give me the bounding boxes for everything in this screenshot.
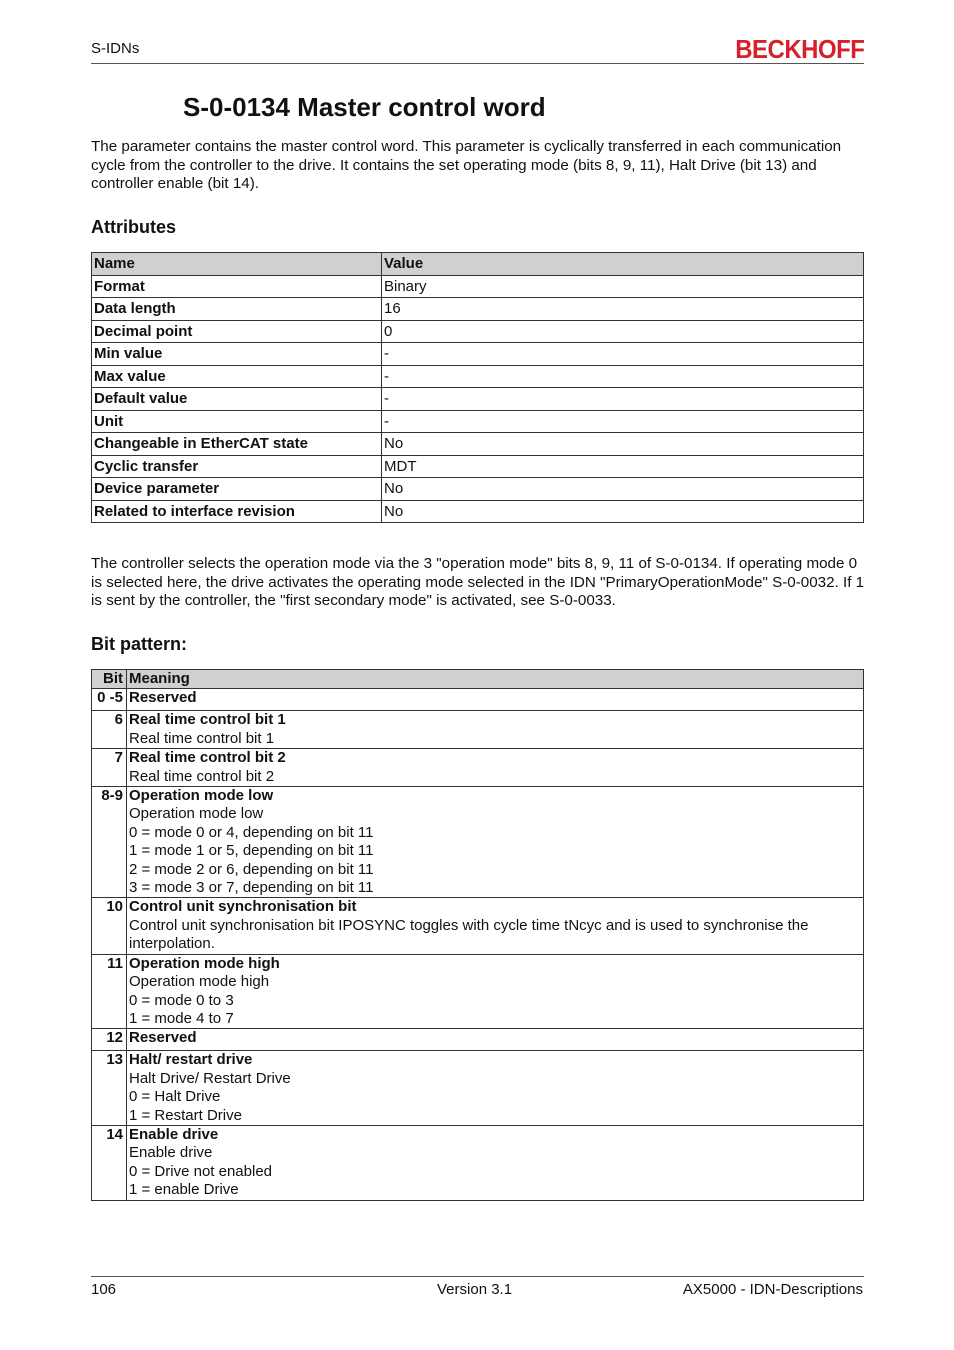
bit-meaning-line: Operation mode high: [129, 973, 270, 991]
attributes-table: [91, 252, 864, 523]
attribute-name: Unit: [92, 410, 382, 433]
operation-mode-paragraph: The controller selects the operation mode via the 3 "operation mode" bits 8, 9, 11 of S-0-0134. If operating mode 0 is selected here, the drive activates the operating mode selected in the IDN "PrimaryOperationMode" S-0-0032. If 1 is sent by the controller, the "first secondary mode" is activated, see S-0-0033.: [91, 555, 865, 609]
column-header-name: Name: [92, 253, 382, 276]
attribute-value: No: [382, 433, 864, 456]
bit-number: 10: [92, 898, 127, 954]
table-row: [92, 275, 864, 298]
bit-meaning-line: Real time control bit 1: [129, 729, 275, 747]
header-divider: [91, 63, 864, 64]
attribute-name: Decimal point: [92, 320, 382, 343]
table-row: [92, 711, 864, 749]
bit-meaning-line: 1 = Restart Drive: [129, 1106, 242, 1124]
attribute-name: Related to interface revision: [92, 500, 382, 523]
table-row: [92, 433, 864, 456]
attribute-name: Cyclic transfer: [92, 455, 382, 478]
attribute-value: -: [382, 365, 864, 388]
bit-meaning: [127, 898, 864, 954]
table-row: [92, 689, 864, 711]
bit-meaning-title: Reserved: [129, 689, 197, 707]
bit-number: 6: [92, 711, 127, 749]
table-row: [92, 500, 864, 523]
attribute-name: Data length: [92, 298, 382, 321]
bit-meaning-line: 0 = Drive not enabled: [129, 1162, 273, 1180]
bit-meaning-title: Real time control bit 1: [129, 711, 286, 729]
bit-meaning: [127, 689, 864, 711]
bit-meaning-line: Operation mode low: [129, 805, 264, 823]
bit-meaning: [127, 954, 864, 1029]
attribute-name: Max value: [92, 365, 382, 388]
table-row: [92, 1029, 864, 1051]
table-row: [92, 1125, 864, 1200]
attribute-value: No: [382, 500, 864, 523]
attribute-value: -: [382, 410, 864, 433]
bit-meaning-line: 0 = mode 0 to 3: [129, 991, 234, 1009]
attribute-value: No: [382, 478, 864, 501]
bit-number: 14: [92, 1125, 127, 1200]
table-row: [92, 343, 864, 366]
table-row: [92, 478, 864, 501]
bit-meaning-line: 1 = mode 4 to 7: [129, 1009, 234, 1027]
bit-meaning-title: Real time control bit 2: [129, 749, 286, 767]
table-row: [92, 455, 864, 478]
bit-meaning-line: Enable drive: [129, 1144, 213, 1162]
footer-document-title: AX5000 - IDN-Descriptions: [682, 1281, 863, 1298]
bit-meaning-line: 2 = mode 2 or 6, depending on bit 11: [129, 860, 374, 878]
attribute-value: 0: [382, 320, 864, 343]
table-row: [92, 787, 864, 898]
table-row: [92, 898, 864, 954]
table-row: [92, 954, 864, 1029]
bit-number: 8-9: [92, 787, 127, 898]
column-header-bit: Bit: [92, 670, 127, 689]
bit-meaning-line: 0 = Halt Drive: [129, 1088, 221, 1106]
header-section-label: S-IDNs: [91, 40, 140, 57]
beckhoff-logo: BECKHOFF: [734, 34, 864, 64]
bit-meaning-title: Control unit synchronisation bit: [129, 898, 357, 916]
page-title: S-0-0134 Master control word: [183, 92, 546, 122]
bit-meaning: [127, 1125, 864, 1200]
bit-meaning-line: 3 = mode 3 or 7, depending on bit 11: [129, 879, 374, 897]
bit-pattern-header-row: [92, 670, 864, 689]
footer-version: Version 3.1: [437, 1281, 513, 1298]
footer-divider: [91, 1276, 864, 1277]
attributes-header-row: [92, 253, 864, 276]
attribute-value: -: [382, 388, 864, 411]
bit-meaning-line: 1 = enable Drive: [129, 1181, 239, 1199]
bit-meaning-line: Real time control bit 2: [129, 767, 275, 785]
attribute-name: Device parameter: [92, 478, 382, 501]
bit-number: 12: [92, 1029, 127, 1051]
attribute-value: MDT: [382, 455, 864, 478]
bit-meaning: [127, 1029, 864, 1051]
bit-number: 0 -5: [92, 689, 127, 711]
bit-meaning-title: Reserved: [129, 1029, 197, 1047]
table-row: [92, 749, 864, 787]
bit-meaning: [127, 749, 864, 787]
bit-meaning-title: Operation mode high: [129, 954, 280, 972]
bit-meaning-line: 1 = mode 1 or 5, depending on bit 11: [129, 842, 374, 860]
attribute-name: Min value: [92, 343, 382, 366]
attribute-name: Default value: [92, 388, 382, 411]
bit-number: 7: [92, 749, 127, 787]
attribute-value: 16: [382, 298, 864, 321]
column-header-meaning: Meaning: [127, 670, 864, 689]
attribute-name: Format: [92, 275, 382, 298]
bit-meaning: [127, 1051, 864, 1126]
table-row: [92, 1051, 864, 1126]
attribute-name: Changeable in EtherCAT state: [92, 433, 382, 456]
footer-page-number: 106: [91, 1281, 117, 1298]
table-row: [92, 320, 864, 343]
column-header-value: Value: [382, 253, 864, 276]
attributes-heading: Attributes: [91, 217, 176, 237]
table-row: [92, 410, 864, 433]
bit-pattern-table: [91, 669, 864, 1201]
bit-number: 13: [92, 1051, 127, 1126]
bit-meaning: [127, 787, 864, 898]
intro-paragraph: The parameter contains the master control word. This parameter is cyclically transferred in each communication cycle from the controller to the drive. It contains the set operating mode (bits 8, 9, 11), Halt Drive (bit 13) and controller enable (bit 14).: [91, 138, 842, 192]
bit-meaning: [127, 711, 864, 749]
attribute-value: -: [382, 343, 864, 366]
bit-meaning-title: Halt/ restart drive: [129, 1051, 253, 1069]
table-row: [92, 298, 864, 321]
bit-pattern-heading: Bit pattern:: [91, 634, 187, 654]
table-row: [92, 365, 864, 388]
table-row: [92, 388, 864, 411]
bit-meaning-line: Control unit synchronisation bit IPOSYNC toggles with cycle time tNcyc and is used to synchronise the interpolation.: [129, 916, 809, 953]
bit-meaning-title: Enable drive: [129, 1125, 219, 1143]
attribute-value: Binary: [382, 275, 864, 298]
bit-meaning-title: Operation mode low: [129, 787, 274, 805]
bit-meaning-line: 0 = mode 0 or 4, depending on bit 11: [129, 823, 374, 841]
bit-meaning-line: Halt Drive/ Restart Drive: [129, 1069, 291, 1087]
bit-number: 11: [92, 954, 127, 1029]
